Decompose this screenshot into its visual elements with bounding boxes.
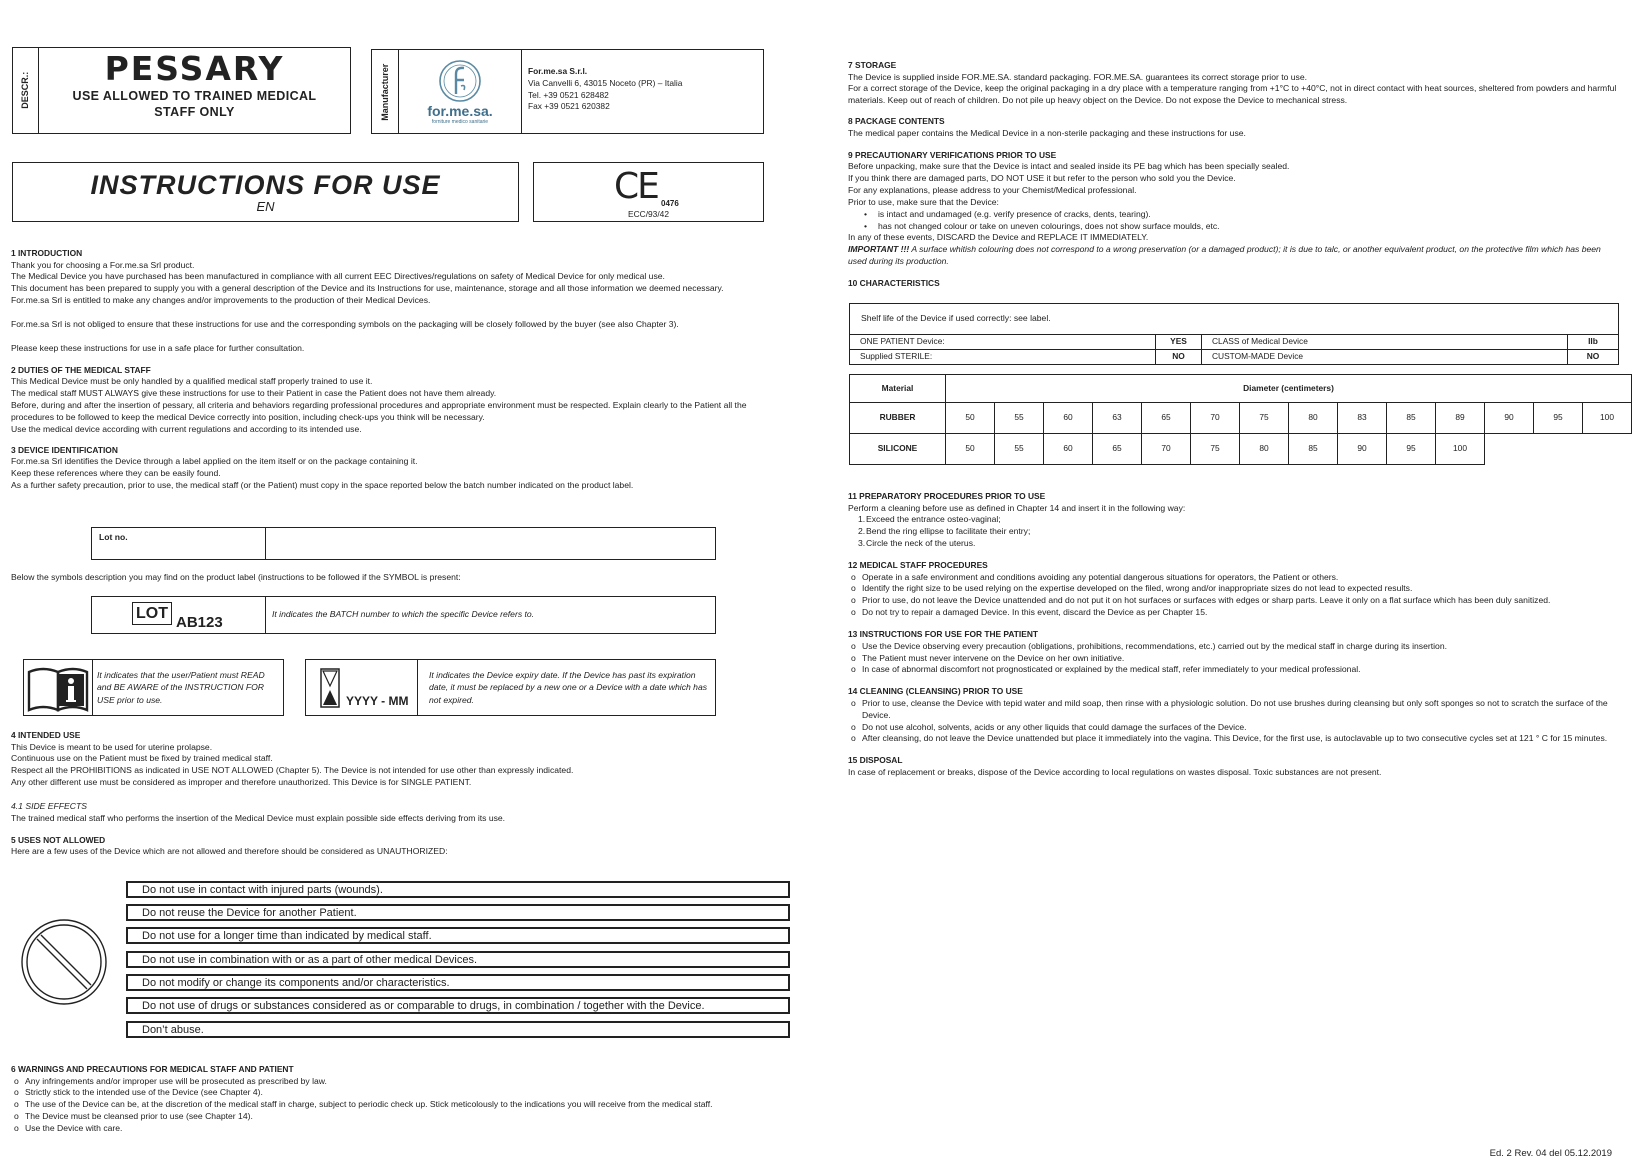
prohibition-item: Do not reuse the Device for another Patient. xyxy=(126,904,790,921)
s12-list xyxy=(848,572,1621,619)
diameter-table xyxy=(849,374,1632,465)
size-cell: 50 xyxy=(946,434,995,465)
characteristics-grid xyxy=(849,334,1619,365)
expiry-symbol-format: YYYY - MM xyxy=(346,694,409,708)
characteristics-table xyxy=(849,303,1619,365)
prohibition-item: Don’t abuse. xyxy=(126,1021,790,1038)
lot-number-box xyxy=(91,527,716,560)
size-cell: 75 xyxy=(1240,403,1289,434)
section-2-heading: 2 DUTIES OF THE MEDICAL STAFF xyxy=(11,364,151,375)
descr-box xyxy=(12,47,351,134)
s12-item: o Prior to use, do not leave the Device unattended and do not put it on hot surfaces or surfaces with edges or sharp parts. Leave it only on a flat surface which has been duly sanitized. xyxy=(848,595,1621,607)
s4-line-1: Continuous use on the Patient must be fixed by trained medical staff. xyxy=(11,753,273,764)
ifu-language: EN xyxy=(256,199,275,214)
expiry-symbol-desc: It indicates the Device expiry date. If the Device has past its expiration date, it must be replaced by a new one or a Device with a date which has not expired. xyxy=(429,670,708,705)
char-row xyxy=(850,350,1619,365)
s4-1-heading: 4.1 SIDE EFFECTS xyxy=(11,801,87,812)
s2-line-1: The medical staff MUST ALWAYS give these instructions for use to their Patient in case the Patient does not have them already. xyxy=(11,388,497,399)
s14-item: o Prior to use, cleanse the Device with tepid water and mild soap, then rinse with a physiologic solution. Do not use brushes during cleansing but only soft sponges so not to scratch the surface of the Device. xyxy=(848,698,1621,722)
section-12-heading: 12 MEDICAL STAFF PROCEDURES xyxy=(848,560,988,571)
s3-line-1: Keep these references where they can be easily found. xyxy=(11,468,221,479)
s9-check-item: • has not changed colour or take on uneven colourings, does not show surface moulds, etc. xyxy=(848,221,1621,233)
s14-list xyxy=(848,698,1621,745)
s11-step: 2. Bend the ring ellipse to facilitate their entry; xyxy=(858,526,1031,537)
s9-important-text: A surface whitish colouring does not correspond to a wrong preservation (or a damaged product); it is due to talc, or another equivalent product, on the protective film which has been used during its production. xyxy=(848,244,1601,267)
lot-label-cell xyxy=(92,528,266,559)
descr-label-cell xyxy=(13,48,39,133)
size-cell: 70 xyxy=(1142,434,1191,465)
char-cell: NO xyxy=(1568,350,1619,365)
ifu-title-box xyxy=(12,162,519,222)
prohibition-item: Do not modify or change its components and/or characteristics. xyxy=(126,974,790,991)
section-15-heading: 15 DISPOSAL xyxy=(848,755,903,766)
section-10-heading: 10 CHARACTERISTICS xyxy=(848,277,940,288)
s12-item: o Identify the right size to be used relying on the expertise developed on the filed, wrong and/or inappropriate sizes do not lead to expected results. xyxy=(848,583,1621,595)
s11-step: 1. Exceed the entrance osteo-vaginal; xyxy=(858,514,1001,525)
char-row xyxy=(850,335,1619,350)
size-cell: 85 xyxy=(1387,403,1436,434)
s4-line-0: This Device is meant to be used for uterine prolapse. xyxy=(11,741,213,752)
s11-intro: Perform a cleaning before use as defined in Chapter 14 and insert it in the following way: xyxy=(848,502,1186,513)
s2-line-2: Before, during and after the insertion of pessary, all criteria and behaviors regarding professional procedures and appropriate environment must be respected. Explain clearly to the Patient all the procedures to be followed to keep the medical Device correctly into position, including check-ups you think will be necessary. xyxy=(11,400,747,422)
s9-line-3: Prior to use, make sure that the Device: xyxy=(848,196,999,207)
s11-step: 3. Circle the neck of the uterus. xyxy=(858,538,976,549)
section-7-heading: 7 STORAGE xyxy=(848,60,897,70)
s9-important-label: IMPORTANT !!! xyxy=(848,244,910,255)
size-cell: 95 xyxy=(1534,403,1583,434)
lot-label: Lot no. xyxy=(99,532,128,542)
s1-line-1: The Medical Device you have purchased has been manufactured in compliance with all current EEC Directives/regulations on safety of Medical Device for only medical use. xyxy=(11,271,665,282)
s5-intro: Here are a few uses of the Device which are not allowed and therefore should be considered as UNAUTHORIZED: xyxy=(11,846,448,857)
warning-item: o The use of the Device can be, at the discretion of the medical staff in charge, subject to periodic check up. Stick meticolously to the indications you will receive from the medical staff. xyxy=(11,1099,791,1111)
company-tel: Tel. +39 0521 628482 xyxy=(528,89,609,100)
warning-item: o Use the Device with care. xyxy=(11,1123,791,1135)
section-1-heading: 1 INTRODUCTION xyxy=(11,248,83,258)
ifu-symbol-box xyxy=(23,659,284,716)
logo-tagline: forniture medico sanitarie xyxy=(431,119,489,125)
size-cell: 89 xyxy=(1436,403,1485,434)
size-cell: 63 xyxy=(1093,403,1142,434)
empty-cell xyxy=(1583,434,1632,465)
prohibition-icon xyxy=(19,917,109,1007)
symbols-intro: Below the symbols description you may find on the product label (instructions to be followed if the SYMBOL is present: xyxy=(11,572,461,582)
s2-line-0: This Medical Device must be only handled by a qualified medical staff properly trained to use it. xyxy=(11,376,373,387)
s9-line-0: Before unpacking, make sure that the Device is intact and sealed inside its PE bag which has been specially sealed. xyxy=(848,161,1290,172)
warning-item: o The Device must be cleansed prior to use (see Chapter 14). xyxy=(11,1111,791,1123)
s1-line-0: Thank you for choosing a For.me.sa Srl product. xyxy=(11,259,195,270)
size-cell: 60 xyxy=(1044,434,1093,465)
char-cell: Supplied STERILE: xyxy=(850,350,1156,365)
ifu-symbol-cell xyxy=(24,660,93,715)
left-column xyxy=(11,248,791,492)
formesa-logo-icon xyxy=(434,56,486,106)
section-14-heading: 14 CLEANING (CLEANSING) PRIOR TO USE xyxy=(848,686,1023,697)
read-instructions-icon xyxy=(27,664,89,712)
company-name: For.me.sa S.r.l. xyxy=(528,66,588,76)
s13-item: o Use the Device observing every precaution (obligations, prohibitions, recommendations, etc.) carried out by the medical staff in charge during its insertion. xyxy=(848,641,1621,653)
size-cell: 90 xyxy=(1485,403,1534,434)
section-11-heading: 11 PREPARATORY PROCEDURES PRIOR TO USE xyxy=(848,491,1046,501)
product-subtitle-1: USE ALLOWED TO TRAINED MEDICAL xyxy=(72,89,317,103)
size-cell: 100 xyxy=(1436,434,1485,465)
prohibition-item: Do not use for a longer time than indicated by medical staff. xyxy=(126,927,790,944)
s11-step-text: Circle the neck of the uterus. xyxy=(866,538,976,549)
company-fax: Fax +39 0521 620382 xyxy=(528,101,610,112)
s1-line-3: For.me.sa Srl is entitled to make any changes and/or improvements to the production of their Medical Devices. xyxy=(11,295,431,306)
s13-item: o In case of abnormal discomfort not prognosticated or explained by the medical staff, refer immediately to your medical professional. xyxy=(848,664,1621,676)
s9-line-2: For any explanations, please address to your Chemist/Medical professional. xyxy=(848,184,1137,195)
section-8-heading: 8 PACKAGE CONTENTS xyxy=(848,116,945,127)
s14-item: o After cleansing, do not leave the Device unattended but place it immediately into the vagina. This Device, for the first use, is autoclavable up to two consecutive cycles set at 121 ° C for 15 minutes. xyxy=(848,733,1621,745)
char-cell: YES xyxy=(1156,335,1202,350)
s1-p3: Please keep these instructions for use in a safe place for further consultation. xyxy=(11,342,305,353)
section-13-heading: 13 INSTRUCTIONS FOR USE FOR THE PATIENT xyxy=(848,629,1038,640)
section-6-heading: 6 WARNINGS AND PRECAUTIONS FOR MEDICAL STAFF AND PATIENT xyxy=(11,1064,294,1074)
lot-symbol-icon: LOT xyxy=(132,602,172,625)
s9-check-item: • is intact and undamaged (e.g. verify presence of cracks, dents, tearing). xyxy=(848,209,1621,221)
s4-1-text: The trained medical staff who performs the insertion of the Medical Device must explain possible side effects deriving from its use. xyxy=(11,812,506,823)
s8-text: The medical paper contains the Medical Device in a non-sterile packaging and these instructions for use. xyxy=(848,127,1246,138)
s1-p2: For.me.sa Srl is not obliged to ensure that these instructions for use and the corresponding symbols on the packaging will be closely followed by the buyer (see also Chapter 3). xyxy=(11,319,679,330)
size-cell: 80 xyxy=(1289,403,1338,434)
char-cell: CUSTOM-MADE Device xyxy=(1202,350,1568,365)
char-cell: NO xyxy=(1156,350,1202,365)
rubber-label: RUBBER xyxy=(850,403,946,434)
warning-item: o Strictly stick to the intended use of the Device (see Chapter 4). xyxy=(11,1087,791,1099)
warnings-list xyxy=(11,1076,791,1135)
size-cell: 90 xyxy=(1338,434,1387,465)
logo-cell xyxy=(399,50,522,133)
rubber-row xyxy=(850,403,1632,434)
s11-steps xyxy=(848,514,1621,550)
section-6 xyxy=(11,1064,791,1135)
size-cell: 75 xyxy=(1191,434,1240,465)
s3-line-2: As a further safety precaution, prior to use, the medical staff (or the Patient) must copy in the space reported below the batch number indicated on the product label. xyxy=(11,479,634,490)
left-column-lower xyxy=(11,730,791,858)
char-cell: IIb xyxy=(1568,335,1619,350)
s4-line-2: Respect all the PROHIBITIONS as indicated in USE NOT ALLOWED (Chapter 5). The Device is not intended for use other than expressly indicated. xyxy=(11,765,574,776)
s13-list xyxy=(848,641,1621,677)
ifu-title: INSTRUCTIONS FOR USE xyxy=(90,170,441,200)
ce-mark: CE xyxy=(614,166,658,207)
warning-item: o Any infringements and/or improper use will be prosecuted as prescribed by law. xyxy=(11,1076,791,1088)
prohibition-item: Do not use in contact with injured parts (wounds). xyxy=(126,881,790,898)
logo-text: for.me.sa. xyxy=(427,103,493,119)
s1-line-2: This document has been prepared to supply you with a general description of the Device and its Instructions for use, maintenance, storage and all those information we deemed necessary. xyxy=(11,283,724,294)
size-cell: 95 xyxy=(1387,434,1436,465)
prohibition-item: Do not use in combination with or as a part of other medical Devices. xyxy=(126,951,790,968)
right-column xyxy=(848,60,1621,290)
expiry-symbol-cell xyxy=(306,660,418,715)
size-cell: 83 xyxy=(1338,403,1387,434)
s12-item: o Do not try to repair a damaged Device. In this event, discard the Device as per Chapter 15. xyxy=(848,607,1621,619)
section-9-heading: 9 PRECAUTIONARY VERIFICATIONS PRIOR TO USE xyxy=(848,149,1057,160)
prohibition-item: Do not use of drugs or substances considered as or comparable to drugs, in combination / together with the Device. xyxy=(126,997,790,1014)
size-cell: 55 xyxy=(995,434,1044,465)
descr-label: DESCR.: xyxy=(19,71,30,109)
size-cell: 65 xyxy=(1142,403,1191,434)
section-3-heading: 3 DEVICE IDENTIFICATION xyxy=(11,444,118,455)
lot-symbol-cell xyxy=(92,597,266,633)
section-5-heading: 5 USES NOT ALLOWED xyxy=(11,834,106,845)
silicone-row xyxy=(850,434,1632,465)
s14-item: o Do not use alcohol, solvents, acids or any other liquids that could damage the surfaces of the Device. xyxy=(848,722,1621,734)
s4-line-3: Any other different use must be considered as improper and therefore unauthorized. This Device is for SINGLE PATIENT. xyxy=(11,777,472,788)
s2-line-3: Use the medical device according with current regulations and according to its intended use. xyxy=(11,423,362,434)
ce-box xyxy=(533,162,764,222)
s3-line-0: For.me.sa Srl identifies the Device through a label applied on the item itself or on the package containing it. xyxy=(11,456,418,467)
edition-footer: Ed. 2 Rev. 04 del 05.12.2019 xyxy=(1489,1148,1612,1159)
s12-item: o Operate in a safe environment and conditions avoiding any potential dangerous situations for operators, the Patient or others. xyxy=(848,572,1621,584)
size-cell: 85 xyxy=(1289,434,1338,465)
s13-item: o The Patient must never intervene on the Device on her own initiative. xyxy=(848,653,1621,665)
product-title: PESSARY xyxy=(104,49,285,88)
expiry-symbol-box xyxy=(305,659,716,716)
ce-directive: ECC/93/42 xyxy=(628,209,669,219)
shelf-life: Shelf life of the Device if used correctly: see label. xyxy=(861,313,1051,323)
ifu-symbol-desc: It indicates that the user/Patient must READ and BE AWARE of the INSTRUCTION FOR USE prior to use. xyxy=(97,670,265,705)
char-cell: ONE PATIENT Device: xyxy=(850,335,1156,350)
s15-text: In case of replacement or breaks, dispose of the Device according to local regulations on wastes disposal. Toxic substances are not present. xyxy=(848,766,1382,777)
product-subtitle-2: STAFF ONLY xyxy=(154,105,235,119)
manufacturer-label-cell xyxy=(372,50,399,133)
empty-cell xyxy=(1534,434,1583,465)
lot-symbol-desc: It indicates the BATCH number to which the specific Device refers to. xyxy=(272,609,535,619)
ce-number: 0476 xyxy=(661,199,679,208)
s7-line-0: The Device is supplied inside FOR.ME.SA. standard packaging. FOR.ME.SA. guarantees its correct storage prior to use. xyxy=(848,71,1308,82)
empty-cell xyxy=(1485,434,1534,465)
s11-step-text: Exceed the entrance osteo-vaginal; xyxy=(866,514,1001,525)
size-cell: 100 xyxy=(1583,403,1632,434)
s7-line-1: For a correct storage of the Device, keep the original packaging in a dry place with a temperature ranging from +1°C to +40°C, not in direct contact with heat sources, sheltered from powders and harmful materials. Keep out of reach of children. Do not pile up heavy object on the Device. Do not expose the Device to mechanical stress. xyxy=(848,83,1617,106)
char-cell: CLASS of Medical Device xyxy=(1202,335,1568,350)
size-cell: 50 xyxy=(946,403,995,434)
diameter-header-row xyxy=(850,375,1632,403)
s9-important xyxy=(848,244,1621,268)
s9-line-1: If you think there are damaged parts, DO NOT USE it but refer to the person who sold you the Device. xyxy=(848,173,1236,184)
silicone-label: SILICONE xyxy=(850,434,946,465)
manufacturer-label: Manufacturer xyxy=(379,63,390,121)
lot-symbol-box xyxy=(91,596,716,634)
material-header: Material xyxy=(850,375,946,403)
size-cell: 60 xyxy=(1044,403,1093,434)
s11-step-text: Bend the ring ellipse to facilitate their entry; xyxy=(866,526,1031,537)
size-cell: 70 xyxy=(1191,403,1240,434)
company-info xyxy=(528,66,682,113)
size-cell: 55 xyxy=(995,403,1044,434)
company-address: Via Canvelli 6, 43015 Noceto (PR) – Italia xyxy=(528,77,683,88)
right-column-lower xyxy=(848,491,1621,779)
manufacturer-box xyxy=(371,49,764,134)
section-4-heading: 4 INTENDED USE xyxy=(11,730,81,740)
s9-after: In any of these events, DISCARD the Device and REPLACE IT IMMEDIATELY. xyxy=(848,232,1149,243)
lot-number-input[interactable] xyxy=(266,528,715,559)
size-cell: 80 xyxy=(1240,434,1289,465)
diameter-header: Diameter (centimeters) xyxy=(946,375,1632,403)
size-cell: 65 xyxy=(1093,434,1142,465)
s9-checklist xyxy=(848,209,1621,233)
lot-symbol-example: AB123 xyxy=(176,614,223,631)
hourglass-icon xyxy=(320,668,340,708)
